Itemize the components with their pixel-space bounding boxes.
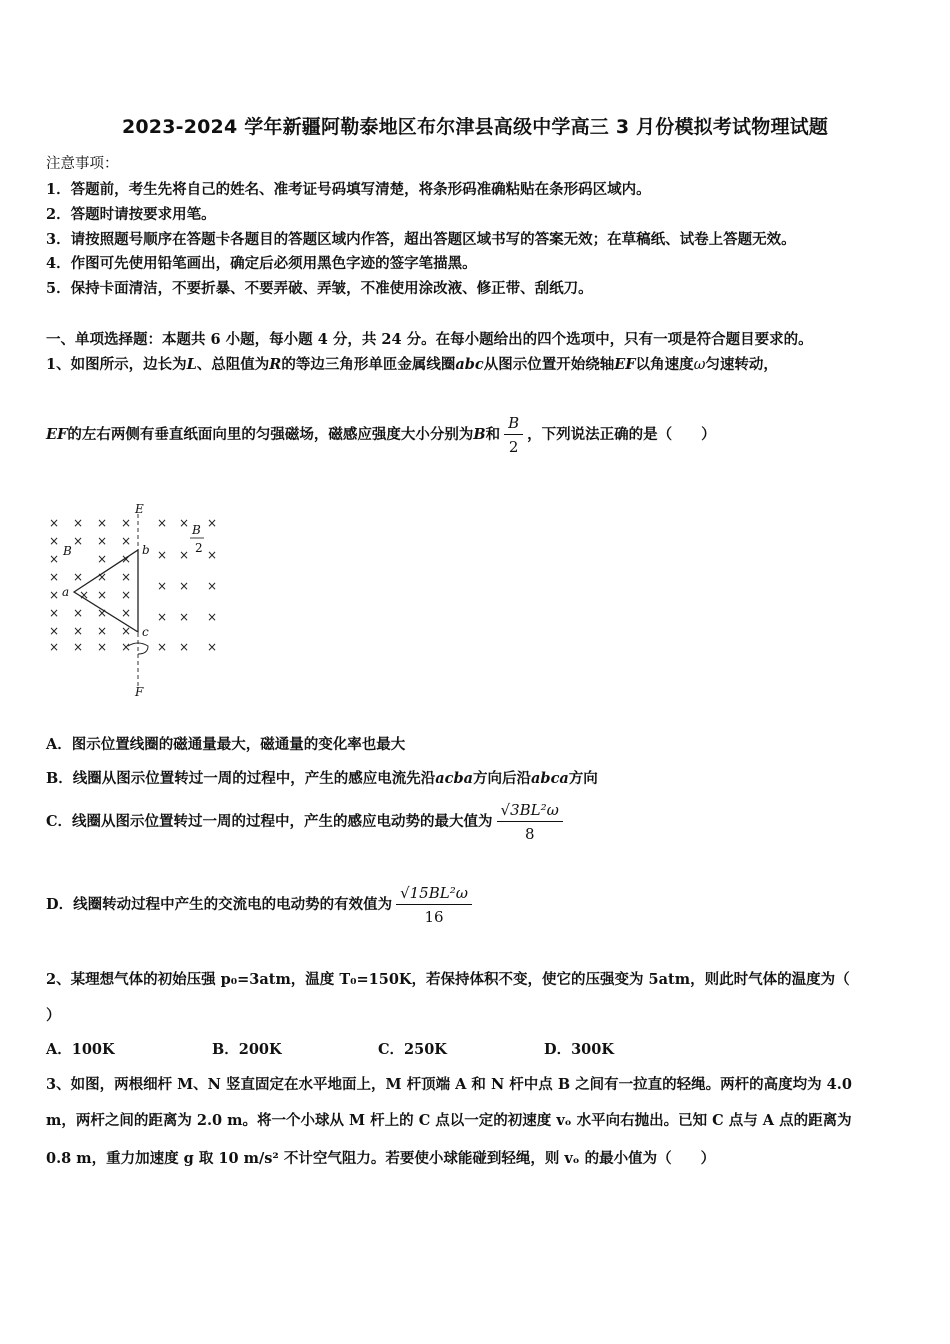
label-b: b — [142, 543, 150, 557]
cross-mark: × — [72, 606, 84, 620]
text-run: C．线圈从图示位置转过一周的过程中，产生的感应电动势的最大值为 — [46, 813, 493, 830]
cross-mark: × — [206, 516, 218, 530]
option-2C: C．250K — [378, 1041, 447, 1058]
option-A: A．图示位置线圈的磁通量最大，磁通量的变化率也最大 — [46, 736, 406, 753]
question-1-stem-cont — [46, 414, 716, 456]
cross-mark: × — [178, 516, 190, 530]
page-title: 2023-2024 学年新疆阿勒泰地区布尔津县高级中学高三 3 月份模拟考试物理试题 — [121, 116, 829, 138]
label-c: c — [142, 625, 149, 639]
label-B-half-den: 2 — [195, 541, 203, 555]
cross-mark: × — [120, 516, 132, 530]
option-2B: B．200K — [212, 1041, 282, 1058]
cross-mark: × — [48, 624, 60, 638]
question-1-stem — [46, 353, 778, 374]
label-E: E — [135, 502, 144, 516]
cross-mark: × — [48, 606, 60, 620]
cross-mark: × — [78, 588, 90, 602]
question-2-stem: 2、某理想气体的初始压强 p₀=3atm，温度 T₀=150K，若保持体积不变，使它的压强变为 5atm，则此时气体的温度为（ — [46, 971, 850, 988]
text-run: 匀速转动， — [705, 356, 778, 373]
text-run: 从图示位置开始绕轴 — [483, 356, 615, 373]
symbol-abc: abc — [455, 356, 484, 373]
option-2A: A．100K — [46, 1041, 115, 1058]
cross-mark: × — [48, 588, 60, 602]
symbol-acba: acba — [435, 770, 474, 787]
cross-mark: × — [178, 610, 190, 624]
option-2D: D．300K — [544, 1041, 614, 1058]
question-3-stem-cont: m，两杆之间的距离为 2.0 m。将一个小球从 M 杆上的 C 点以一定的初速度 vₒ 水平向右抛出。已知 C 点与 A 点的距离为 — [46, 1112, 852, 1129]
cross-mark: × — [120, 588, 132, 602]
fraction-option-d — [396, 884, 472, 926]
cross-mark: × — [96, 624, 108, 638]
cross-mark: × — [156, 579, 168, 593]
symbol-omega: ω — [693, 357, 706, 373]
cross-mark: × — [178, 579, 190, 593]
fraction-denominator: 16 — [424, 908, 444, 926]
option-B — [46, 767, 598, 788]
cross-mark: × — [96, 516, 108, 530]
fraction-numerator: √15BL²ω — [396, 884, 472, 905]
cross-mark: × — [206, 640, 218, 654]
cross-mark: × — [156, 610, 168, 624]
fraction-option-c — [497, 801, 563, 843]
section-heading: 一、单项选择题：本题共 6 小题，每小题 4 分，共 24 分。在每小题给出的四个选项中，只有一项是符合题目要求的。 — [46, 331, 813, 348]
cross-mark: × — [96, 588, 108, 602]
text-run: B．线圈从图示位置转过一周的过程中，产生的感应电流先沿 — [46, 770, 436, 787]
coil-field-figure — [44, 500, 234, 700]
symbol-EF: EF — [46, 426, 68, 443]
notice-item: 1．答题前，考生先将自己的姓名、准考证号码填写清楚，将条形码准确粘贴在条形码区域内。 — [46, 181, 651, 198]
text-run: D．线圈转动过程中产生的交流电的电动势的有效值为 — [46, 896, 393, 913]
cross-mark: × — [120, 534, 132, 548]
text-run: 1、如图所示，边长为 — [46, 356, 187, 373]
cross-mark: × — [48, 516, 60, 530]
fraction-numerator: √3BL²ω — [497, 801, 563, 822]
label-a: a — [62, 585, 70, 599]
fraction-denominator: 2 — [508, 438, 519, 456]
cross-mark: × — [120, 624, 132, 638]
cross-mark: × — [178, 548, 190, 562]
question-2-options — [46, 1038, 710, 1059]
text-run: 方向后沿 — [473, 770, 532, 787]
symbol-R: R — [269, 356, 282, 373]
cross-mark: × — [72, 640, 84, 654]
cross-mark: × — [96, 570, 108, 584]
notice-heading: 注意事项： — [46, 156, 119, 172]
cross-mark: × — [48, 570, 60, 584]
cross-mark: × — [206, 548, 218, 562]
symbol-EF: EF — [614, 356, 636, 373]
cross-mark: × — [206, 610, 218, 624]
cross-mark: × — [72, 624, 84, 638]
right-field-crosses — [157, 516, 217, 654]
text-run: 和 — [485, 426, 501, 443]
cross-mark: × — [48, 640, 60, 654]
option-C — [46, 801, 567, 843]
notice-item: 5．保持卡面清洁，不要折暴、不要弄破、弄皱，不准使用涂改液、修正带、刮纸刀。 — [46, 280, 593, 297]
cross-mark: × — [72, 534, 84, 548]
cross-mark: × — [96, 606, 108, 620]
cross-mark: × — [178, 640, 190, 654]
cross-mark: × — [120, 606, 132, 620]
cross-mark: × — [72, 570, 84, 584]
option-D — [46, 884, 476, 926]
notice-item: 3．请按照题号顺序在答题卡各题目的答题区域内作答，超出答题区域书写的答案无效；在草稿纸、试卷上答题无效。 — [46, 231, 796, 248]
fraction-numerator: B — [504, 414, 523, 435]
notice-item: 4．作图可先使用铅笔画出，确定后必须用黑色字迹的签字笔描黑。 — [46, 255, 477, 272]
cross-mark: × — [48, 552, 60, 566]
symbol-B: B — [473, 426, 486, 443]
symbol-L: L — [186, 356, 197, 373]
cross-mark: × — [72, 516, 84, 530]
text-run: 、总阻值为 — [196, 356, 270, 373]
label-B-half-num: B — [192, 523, 201, 537]
symbol-abca: abca — [531, 770, 569, 787]
text-run: 方向 — [568, 770, 598, 787]
question-2-stem-cont: ） — [46, 1007, 61, 1024]
text-run: 的等边三角形单匝金属线圈 — [281, 356, 456, 373]
cross-mark: × — [48, 534, 60, 548]
cross-mark: × — [156, 516, 168, 530]
cross-mark: × — [96, 552, 108, 566]
cross-mark: × — [96, 534, 108, 548]
cross-mark: × — [120, 640, 132, 654]
cross-mark: × — [156, 548, 168, 562]
cross-mark: × — [120, 552, 132, 566]
notice-item: 2．答题时请按要求用笔。 — [46, 206, 216, 223]
question-3-stem: 3、如图，两根细杆 M、N 竖直固定在水平地面上，M 杆顶端 A 和 N 杆中点 B 之间有一拉直的轻绳。两杆的高度均为 4.0 — [46, 1076, 852, 1093]
fraction-denominator: 8 — [524, 825, 535, 843]
text-run: ，下列说法正确的是（ ） — [527, 426, 716, 443]
cross-mark: × — [120, 570, 132, 584]
question-3-stem-cont: 0.8 m，重力加速度 g 取 10 m/s² 不计空气阻力。若要使小球能碰到轻绳，则 vₒ 的最小值为（ ） — [46, 1150, 716, 1167]
fraction-b-half — [504, 414, 523, 456]
text-run: 的左右两侧有垂直纸面向里的匀强磁场，磁感应强度大小分别为 — [67, 426, 474, 443]
label-B: B — [63, 544, 72, 558]
cross-mark: × — [206, 579, 218, 593]
text-run: 以角速度 — [635, 356, 694, 373]
cross-mark: × — [156, 640, 168, 654]
label-F: F — [135, 685, 144, 699]
cross-mark: × — [96, 640, 108, 654]
